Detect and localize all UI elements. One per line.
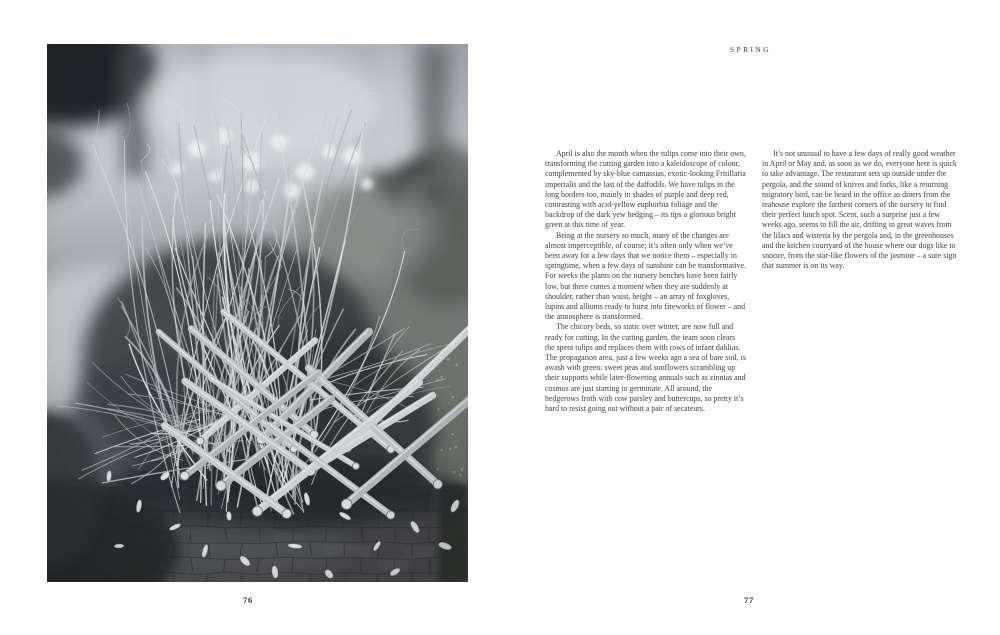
paragraph-chicory-beds: The chicory beds, so static over winter, are now full and ready for cutting. In the cutting garden, the team soon clears the spent tulips and replaces them with rows of infant dahlias. The propagation area, just a few weeks ago a sea of bare soil, is awash with green: sweet peas and sunflowers scrambling up their supports while later-flowering annuals such as zinnias and cosmos are just starting to germinate. All around, the hedgerows froth with cow parsley and buttercups, so pretty it’s hard to resist going out without a pair of secateurs.: [545, 322, 746, 414]
running-header: SPRING: [729, 45, 772, 54]
text-column-right: [762, 149, 959, 271]
branches-photo: [47, 44, 468, 582]
paragraph-april-tulips: April is also the month when the tulips come into their own, transforming the cutting garden into a kaleidoscope of colour, complemented by sky-blue camassias, exotic-looking Fritillaria imperialis and the last of the daffodils. We have tulips in the long borders too, mainly in shades of purple and deep red, contrasting with acid-yellow euphorbia foliage and the backdrop of the dark yew hedging – its tips a glorious bright green at this time of year.: [545, 149, 746, 230]
text-column-left: [545, 149, 746, 414]
page-number-right: 77: [743, 595, 755, 605]
paragraph-nursery-changes: Being at the nursery so much, many of the changes are almost imperceptible, of course; it’s often only when we’ve been away for a few days that we notice them – especially in springtime, when a few days of sunshine can be transformative. For weeks the plants on the nursery benches have been fairly low, but there comes a moment when they are suddenly at shoulder, rather than waist, height – an array of foxgloves, lupins and alliums ready to burst into fireworks of flower – and the atmosphere is transformed.: [545, 230, 746, 322]
branches-photo-illustration: [47, 44, 468, 582]
page-number-left: 76: [242, 595, 254, 605]
paragraph-good-weather: It’s not unusual to have a few days of really good weather in April or May and, as soon as we do, everyone here is quick to take advantage. The restaurant sets up outside under the pergola, and the sound of knives and forks, like a returning migratory bird, can be heard in the office as diners from the teahouse explore the farthest corners of the nursery to find their perfect lunch spot. Scent, such a surprise just a few weeks ago, seems to fill the air, drifting in great waves from the lilacs and wisteria by the pergola and, in the greenhouses and the kitchen courtyard of the house where our dogs like to snooze, from the star-like flowers of the jasmine – a sure sign that summer is on its way.: [762, 149, 957, 271]
